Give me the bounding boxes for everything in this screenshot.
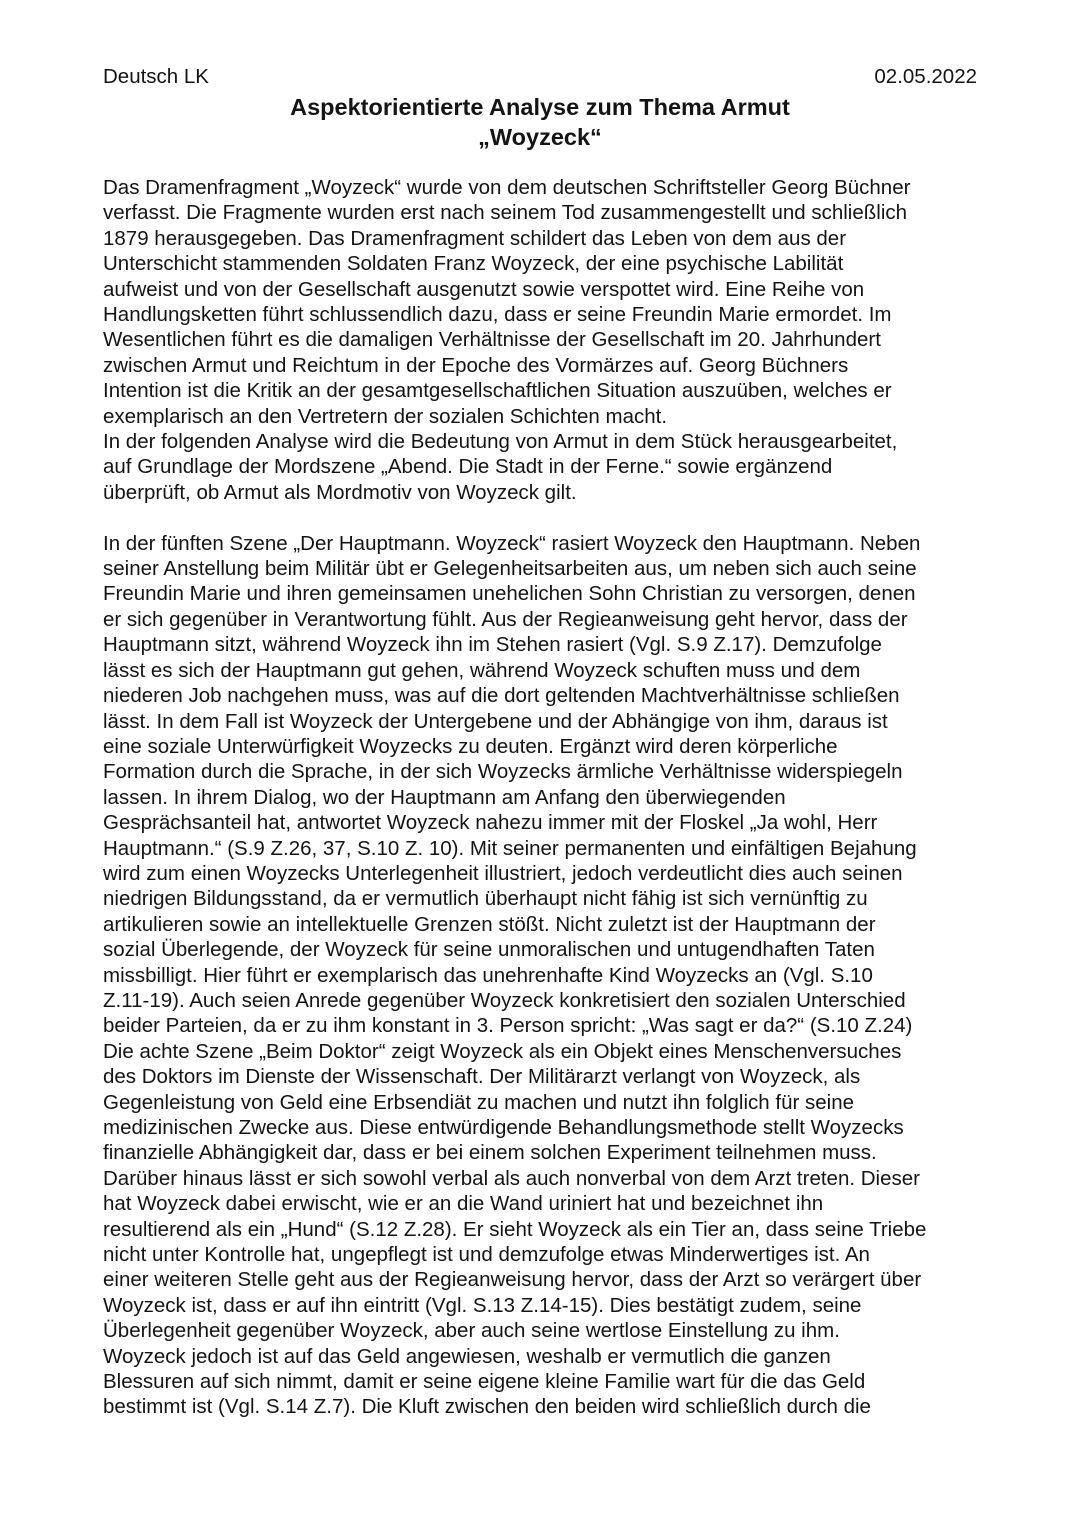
text-line: wird zum einen Woyzecks Unterlegenheit illustriert, jedoch verdeutlicht dies auch seinen <box>103 861 903 885</box>
paragraph-gap <box>103 505 983 530</box>
text-line: Gesprächsanteil hat, antwortet Woyzeck nahezu immer mit der Floskel „Ja wohl, Herr <box>103 811 878 835</box>
text-line: In der folgenden Analyse wird die Bedeutung von Armut in dem Stück herausgearbeitet, <box>103 430 898 454</box>
paragraph-introduction <box>103 175 983 505</box>
text-line: Hauptmann.“ (S.9 Z.26, 37, S.10 Z. 10). Mit seiner permanenten und einfältigen Bejahung <box>103 836 917 860</box>
text-line: er sich gegenüber in Verantwortung fühlt. Aus der Regieanweisung geht hervor, dass der <box>103 607 908 631</box>
text-line: Hauptmann sitzt, während Woyzeck ihn im Stehen rasiert (Vgl. S.9 Z.17). Demzufolge <box>103 633 882 657</box>
paragraph-analysis <box>103 531 983 1420</box>
course-label: Deutsch LK <box>103 65 209 88</box>
text-line: Darüber hinaus lässt er sich sowohl verbal als auch nonverbal von dem Arzt treten. Dieser <box>103 1166 920 1190</box>
text-line: Unterschicht stammenden Soldaten Franz Woyzeck, der eine psychische Labilität <box>103 252 844 276</box>
text-line: niederen Job nachgehen muss, was auf die dort geltenden Machtverhältnisse schließen <box>103 684 900 708</box>
text-line: verfasst. Die Fragmente wurden erst nach seinem Tod zusammengestellt und schließlich <box>103 201 908 225</box>
text-line: zwischen Armut und Reichtum in der Epoche des Vormärzes auf. Georg Büchners <box>103 353 849 377</box>
text-line: einer weiteren Stelle geht aus der Regieanweisung hervor, dass der Arzt so verärgert über <box>103 1268 922 1292</box>
text-line: lassen. In ihrem Dialog, wo der Hauptmann am Anfang den überwiegenden <box>103 785 786 809</box>
text-line: nicht unter Kontrolle hat, ungepflegt ist und demzufolge etwas Minderwertiges ist. An <box>103 1243 870 1267</box>
text-line: Woyzeck jedoch ist auf das Geld angewiesen, weshalb er vermutlich die ganzen <box>103 1344 831 1368</box>
text-line: lässt es sich der Hauptmann gut gehen, während Woyzeck schuften muss und dem <box>103 658 861 682</box>
text-line: medizinischen Zwecke aus. Diese entwürdigende Behandlungsmethode stellt Woyzecks <box>103 1116 904 1140</box>
text-line: sozial Überlegende, der Woyzeck für seine unmoralischen und untugendhaften Taten <box>103 938 875 962</box>
text-line: bestimmt ist (Vgl. S.14 Z.7). Die Kluft zwischen den beiden wird schließlich durch die <box>103 1395 871 1419</box>
text-line: Woyzeck ist, dass er auf ihn eintritt (Vgl. S.13 Z.14-15). Dies bestätigt zudem, seine <box>103 1293 862 1317</box>
text-line: Blessuren auf sich nimmt, damit er seine eigene kleine Familie wart für die das Geld <box>103 1370 866 1394</box>
text-line: 1879 herausgegeben. Das Dramenfragment schildert das Leben von dem aus der <box>103 226 847 250</box>
text-line: lässt. In dem Fall ist Woyzeck der Untergebene und der Abhängige von ihm, daraus ist <box>103 709 888 733</box>
text-line: resultierend als ein „Hund“ (S.12 Z.28). Er sieht Woyzeck als ein Tier an, dass seine Triebe <box>103 1217 927 1241</box>
text-line: Die achte Szene „Beim Doktor“ zeigt Woyzeck als ein Objekt eines Menschenversuches <box>103 1039 902 1063</box>
text-line: In der fünften Szene „Der Hauptmann. Woyzeck“ rasiert Woyzeck den Hauptmann. Neben <box>103 531 921 555</box>
text-line: auf Grundlage der Mordszene „Abend. Die Stadt in der Ferne.“ sowie ergänzend <box>103 455 833 479</box>
text-line: Das Dramenfragment „Woyzeck“ wurde von dem deutschen Schriftsteller Georg Büchner <box>103 176 911 199</box>
text-line: missbilligt. Hier führt er exemplarisch das unehrenhafte Kind Woyzecks an (Vgl. S.10 <box>103 963 873 987</box>
text-line: finanzielle Abhängigkeit dar, dass er bei einem solchen Experiment teilnehmen muss. <box>103 1141 877 1165</box>
text-line: des Doktors im Dienste der Wissenschaft. Der Militärarzt verlangt von Woyzeck, als <box>103 1065 861 1089</box>
document-date: 02.05.2022 <box>874 65 977 88</box>
text-line: exemplarisch an den Vertretern der sozialen Schichten macht. <box>103 404 668 428</box>
text-line: eine soziale Unterwürfigkeit Woyzecks zu deuten. Ergänzt wird deren körperliche <box>103 734 838 758</box>
text-line: artikulieren sowie an intellektuelle Grenzen stößt. Nicht zuletzt ist der Hauptmann der <box>103 912 876 936</box>
text-line: seiner Anstellung beim Militär übt er Gelegenheitsarbeiten aus, um neben sich auch seine <box>103 557 917 581</box>
text-line: Handlungsketten führt schlussendlich dazu, dass er seine Freundin Marie ermordet. Im <box>103 303 892 327</box>
text-line: überprüft, ob Armut als Mordmotiv von Woyzeck gilt. <box>103 480 577 504</box>
document-title <box>0 92 1080 152</box>
title-subtitle: „Woyzeck“ <box>478 124 602 150</box>
document-body <box>103 175 983 1420</box>
text-line: niedrigen Bildungsstand, da er vermutlich überhaupt nicht fähig ist sich vernünftig zu <box>103 887 868 911</box>
text-line: Wesentlichen führt es die damaligen Verhältnisse der Gesellschaft im 20. Jahrhundert <box>103 328 881 352</box>
text-line: beider Parteien, da er zu ihm konstant in 3. Person spricht: „Was sagt er da?“ (S.10 Z.24) <box>103 1014 913 1038</box>
text-line: Freundin Marie und ihren gemeinsamen unehelichen Sohn Christian zu versorgen, denen <box>103 582 916 606</box>
text-line: Formation durch die Sprache, in der sich Woyzecks ärmliche Verhältnisse widerspiegeln <box>103 760 903 784</box>
text-line: Intention ist die Kritik an der gesamtgesellschaftlichen Situation auszuüben, welches er <box>103 379 892 403</box>
title-line: Aspektorientierte Analyse zum Thema Armut <box>290 94 790 120</box>
text-line: Überlegenheit gegenüber Woyzeck, aber auch seine wertlose Einstellung zu ihm. <box>103 1319 840 1343</box>
text-line: Z.11-19). Auch seien Anrede gegenüber Woyzeck konkretisiert den sozialen Unterschied <box>103 988 906 1012</box>
text-line: Gegenleistung von Geld eine Erbsendiät zu machen und nutzt ihn folglich für seine <box>103 1090 855 1114</box>
text-line: aufweist und von der Gesellschaft ausgenutzt sowie verspottet wird. Eine Reihe von <box>103 277 865 301</box>
text-line: hat Woyzeck dabei erwischt, wie er an die Wand uriniert hat und bezeichnet ihn <box>103 1192 824 1216</box>
